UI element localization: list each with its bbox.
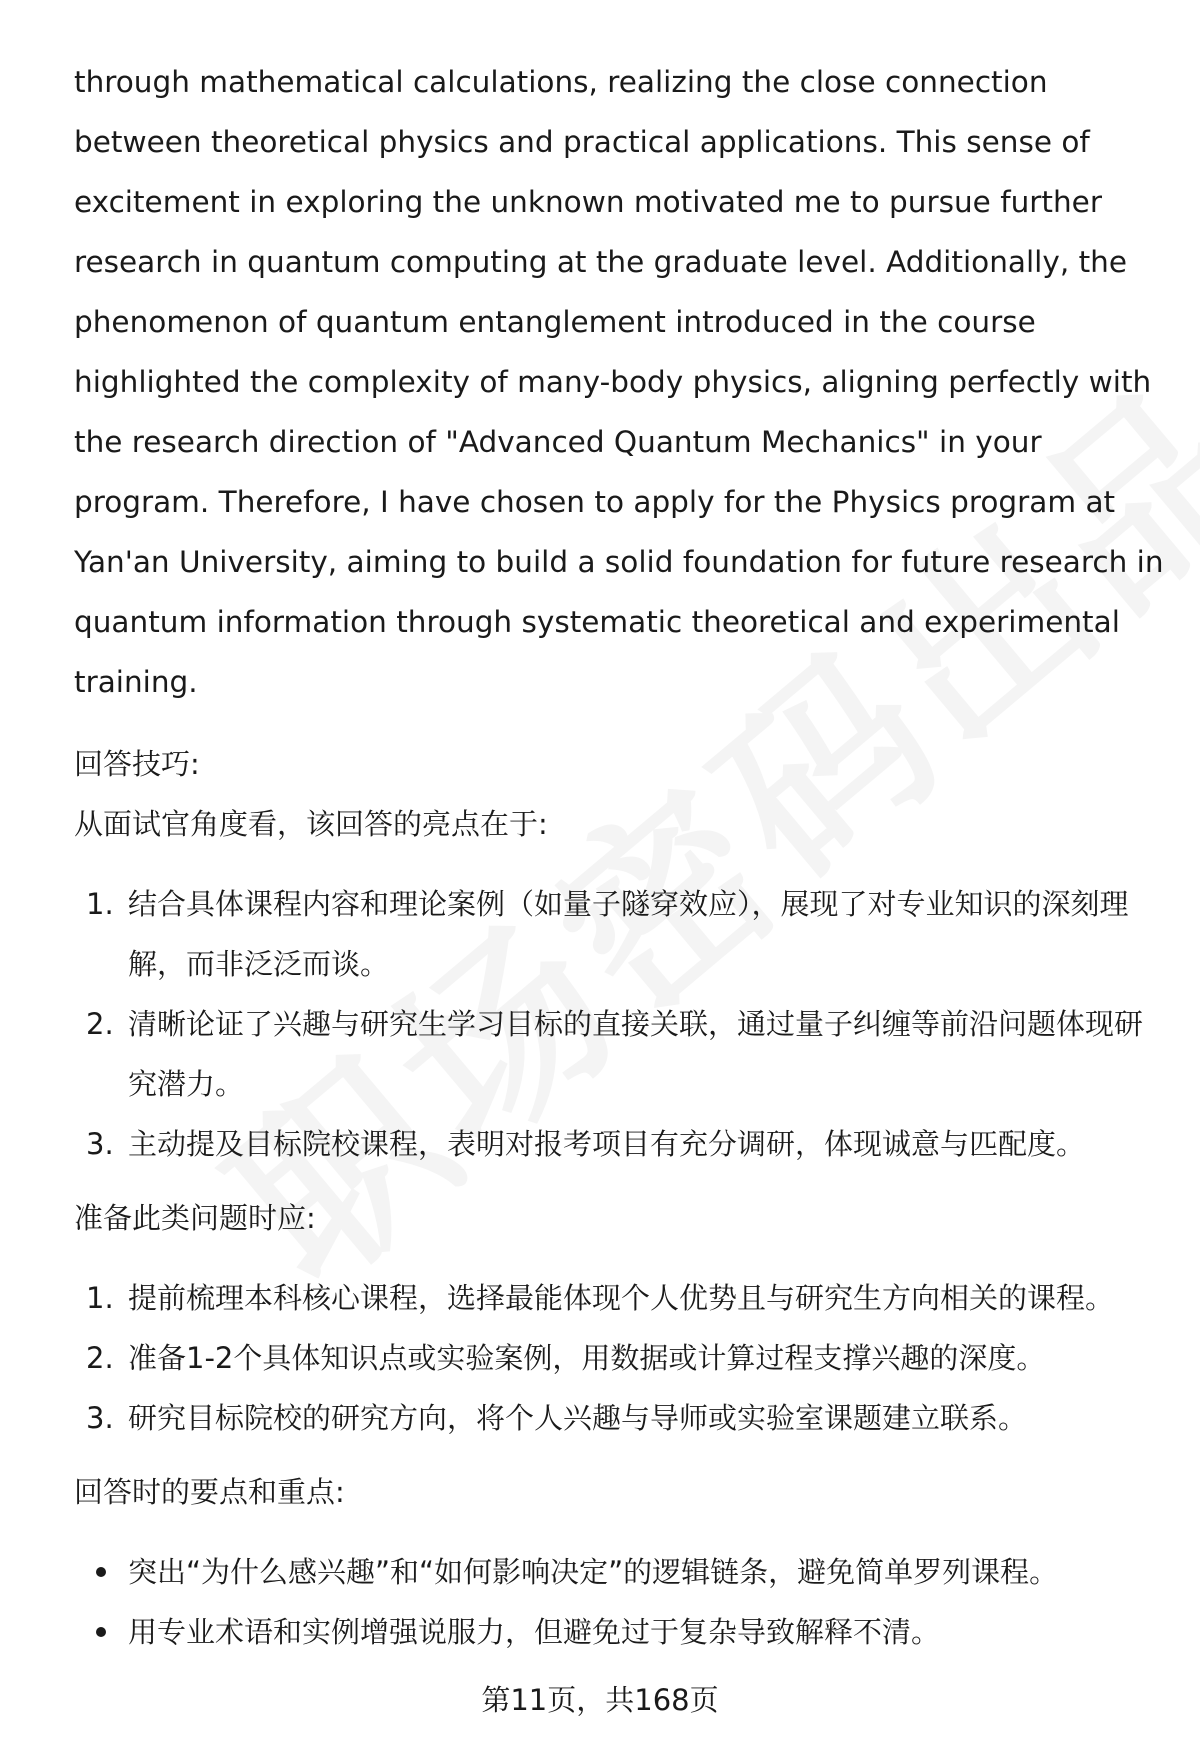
keypoints-list	[74, 1542, 1164, 1662]
list-item	[74, 1542, 1164, 1602]
list-item-text: 研究目标院校的研究方向，将个人兴趣与导师或实验室课题建立联系。	[128, 1401, 1028, 1435]
tips-list	[74, 874, 1164, 1174]
keypoints-heading: 回答时的要点和重点:	[74, 1475, 345, 1509]
tips-heading: 回答技巧:	[74, 747, 200, 781]
list-number: 3.	[86, 1127, 114, 1161]
tips-subheading: 从面试官角度看，该回答的亮点在于:	[74, 807, 548, 841]
list-item-text: 提前梳理本科核心课程，选择最能体现个人优势且与研究生方向相关的课程。	[128, 1281, 1115, 1315]
list-item-text: 清晰论证了兴趣与研究生学习目标的直接关联，通过量子纠缠等前沿问题体现研究潜力。	[128, 1007, 1144, 1101]
document-body	[74, 52, 1164, 1662]
list-item	[74, 1602, 1164, 1662]
list-item	[74, 1114, 1164, 1174]
intro-paragraph: through mathematical calculations, realizing the close connection between theoretical physics and practical applications. This sense of excitement in exploring the unknown motivated me to pursue further research in quantum computing at the graduate level. Additionally, the phenomenon of quantum entanglement introduced in the course highlighted the complexity of many-body physics, aligning perfectly with the research direction of "Advanced Quantum Mechanics" in your program. Therefore, I have chosen to apply for the Physics program at Yan'an University, aiming to build a solid foundation for future research in quantum information through systematic theoretical and experimental training.	[74, 65, 1164, 699]
page-footer: 第11页，共168页	[481, 1683, 719, 1717]
list-number: 2.	[86, 1007, 114, 1041]
bullet-icon	[96, 1627, 106, 1637]
list-number: 3.	[86, 1401, 114, 1435]
list-item	[74, 1328, 1164, 1388]
list-item	[74, 874, 1164, 994]
list-number: 2.	[86, 1341, 114, 1375]
prepare-heading: 准备此类问题时应:	[74, 1201, 316, 1235]
list-item-text: 用专业术语和实例增强说服力，但避免过于复杂导致解释不清。	[128, 1615, 941, 1649]
list-item-text: 准备1-2个具体知识点或实验案例，用数据或计算过程支撑兴趣的深度。	[128, 1341, 1046, 1375]
list-item	[74, 1268, 1164, 1328]
list-number: 1.	[86, 887, 114, 921]
list-item	[74, 1388, 1164, 1448]
list-item-text: 突出“为什么感兴趣”和“如何影响决定”的逻辑链条，避免简单罗列课程。	[128, 1555, 1059, 1589]
list-number: 1.	[86, 1281, 114, 1315]
list-item-text: 主动提及目标院校课程，表明对报考项目有充分调研，体现诚意与匹配度。	[128, 1127, 1086, 1161]
list-item-text: 结合具体课程内容和理论案例（如量子隧穿效应），展现了对专业知识的深刻理解，而非泛泛而谈。	[128, 887, 1129, 981]
list-item	[74, 994, 1164, 1114]
bullet-icon	[96, 1567, 106, 1577]
prepare-list	[74, 1268, 1164, 1448]
